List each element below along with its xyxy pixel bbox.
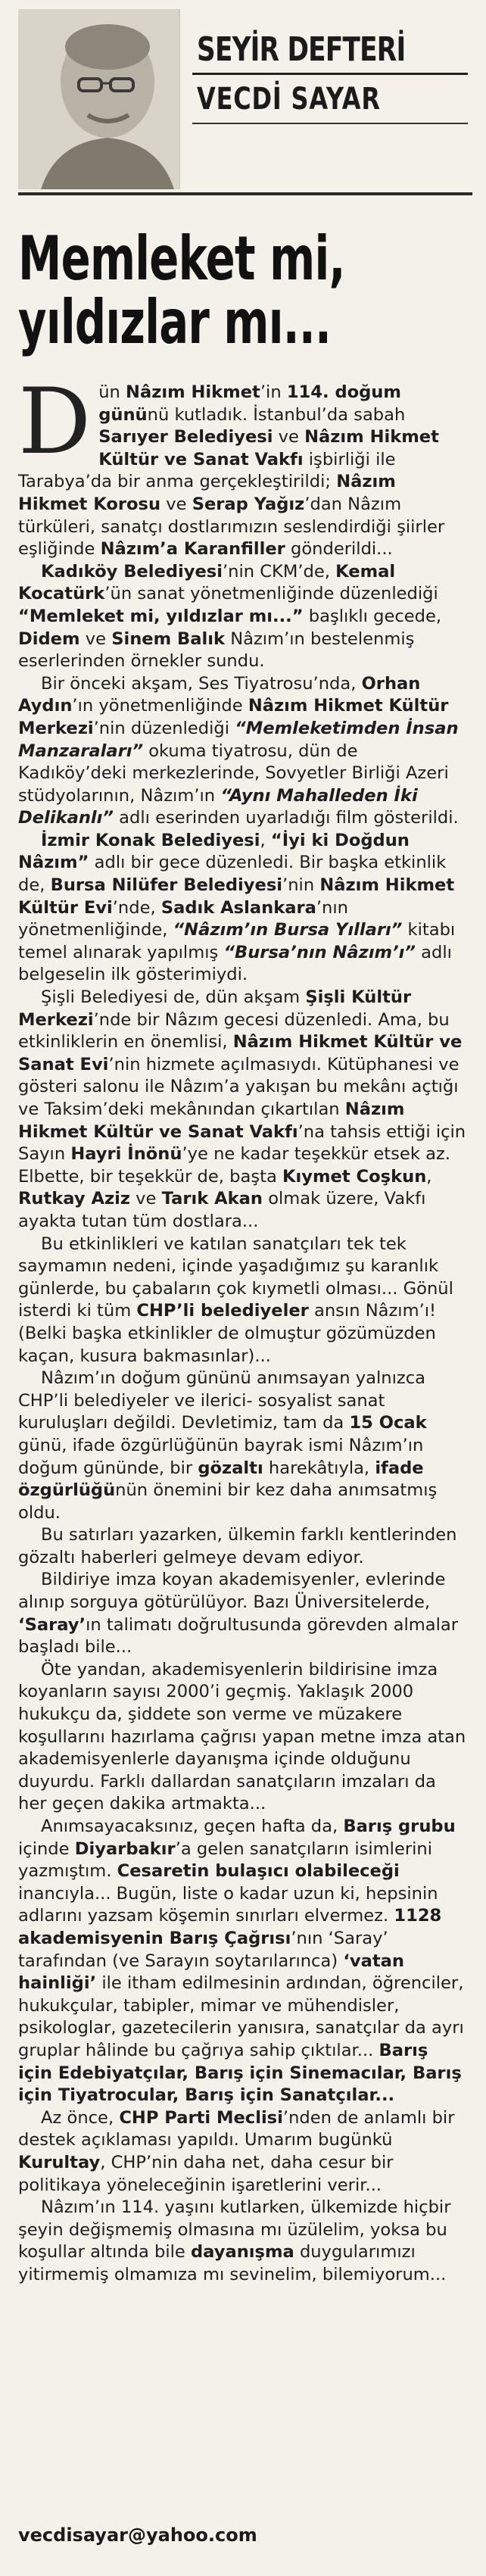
article-paragraph <box>18 1524 468 1569</box>
text-run: gönderildi... <box>285 539 393 560</box>
text-run: Bu satırları yazarken, ülkemin farklı kentlerinden gözaltı haberleri gelmeye devam ediyor. <box>18 1525 457 1567</box>
article-paragraph <box>18 1233 468 1368</box>
text-run: Nâzım’ın 114. yaşını kutlarken, ülkemizde hiçbir şeyin değişmemiş olmasına mı üzülelim, yoksa bu koşullar altında bile <box>18 2197 451 2263</box>
text-run: ve <box>273 427 305 448</box>
text-run: Kemal Kocatürk <box>18 561 396 604</box>
text-run: Nâzım Hikmet Korosu <box>18 472 396 514</box>
text-run: , <box>426 1166 432 1187</box>
text-run: Nâzım Hikmet Kültür ve Sanat Vakfı <box>18 1099 405 1142</box>
article-body <box>18 370 468 2286</box>
column-header <box>18 9 472 189</box>
text-run: Öte yandan, akademisyenlerin bildirisine imza koyanların sayısı 2000’i geçmiş. Yaklaşık 2000 hukukçu da, şiddete son verme ve müzakere koşullarını hazırlama çağrısı yapan metne imza atan akademisyenlerle dayanışma içinde olduğunu duyurdu. Farklı dallardan sanatçıların imzaları da her geçen dakika artmakta... <box>18 1659 466 1814</box>
text-run: adlı bir gece düzenledi. Bir başka etkinlik de, <box>18 853 447 896</box>
text-run: olmak üzere, Vakfı ayakta tutan tüm dostlara... <box>18 1189 426 1231</box>
text-run: Nâzım Hikmet Kültür ve Sanat Evi <box>18 1032 463 1074</box>
dropcap: D <box>18 370 92 475</box>
text-run: 114. doğum günü <box>98 382 401 425</box>
text-run: Barış grubu <box>343 1817 456 1836</box>
text-run: ’in <box>260 382 287 402</box>
text-run: ’nde bir Nâzım gecesi düzenledi. Ama, bu etkinliklerin en önemlisi, <box>18 1009 450 1053</box>
text-run: ’nın ‘Saray’ tarafından (ve Sarayın soytarılarınca) <box>18 1928 388 1971</box>
text-run: ın talimatı doğrultusunda görevden almalar başladı bile... <box>18 1614 459 1658</box>
text-run: Orhan Aydın <box>18 673 421 716</box>
text-run: Şişli Belediyesi de, dün akşam <box>41 987 306 1008</box>
text-run: Hayri İnönü <box>70 1144 182 1165</box>
text-run: Cesaretin bulaşıcı olabileceği <box>117 1861 400 1882</box>
author-email: vecdisayar@yahoo.com <box>18 2525 257 2546</box>
article-title <box>18 223 465 357</box>
text-run: ’ün sanat yönetmenliğinde düzenlediği <box>104 584 438 604</box>
text-run: Diyarbakır <box>74 1838 176 1859</box>
text-run: günü, ifade özgürlüğünün bayrak ismi Nâzım’ın doğum gününde, bir <box>18 1435 424 1478</box>
text-run: başlıklı gecede, <box>303 606 442 626</box>
header-divider <box>192 73 468 75</box>
text-run: ’nin <box>282 875 320 896</box>
text-run: 1128 akademisyenin Barış Çağrısı <box>18 1906 442 1948</box>
text-run: Sadık Aslankara <box>160 897 316 918</box>
text-run: Sarıyer Belediyesi <box>98 427 273 448</box>
text-run: ’na tahsis ettiği için Sayın <box>18 1121 466 1165</box>
text-run: “Bursa’nın Nâzım’ı” <box>223 942 416 962</box>
text-run: Sinem Balık <box>111 628 226 649</box>
article-paragraph <box>18 1816 468 2107</box>
text-run: Şişli Kültür Merkezi <box>18 987 412 1030</box>
header-divider-lower <box>192 123 468 124</box>
text-run: Kurultay <box>18 2152 101 2172</box>
text-run: Tarık Akan <box>161 1189 263 1209</box>
text-run: adlı eserinden uyarladığı film gösterildi. <box>113 808 459 828</box>
text-run: ’nin düzenlediği <box>93 718 235 738</box>
text-run: ‘Saray’ <box>18 1614 86 1635</box>
text-run: , CHP’nin daha net, daha cesur bir politikaya yöneleceğinin işaretlerini verir... <box>18 2152 394 2195</box>
text-run: ’a gelen sanatçıların isimlerini yazmıştım. <box>18 1838 433 1882</box>
text-run: Nâzım Hikmet <box>126 382 260 402</box>
header-bottom-rule <box>18 192 472 195</box>
text-run: CHP Parti Meclisi <box>119 2107 283 2128</box>
text-run: ’nin hizmete açılmasıydı. Kütüphanesi ve gösteri salonu ile Nâzım’a yakışan bu mekânı açtığı ve Taksim’deki mekânından çıkartılan <box>18 1054 460 1119</box>
text-run: ile itham edilmesinin ardından, öğrenciler, hukukçular, tabipler, mimar ve mühendisler, psikologlar, gazetecilerin yanısıra, sanatçılar da ayrı gruplar hâlinde bu çağrıya sahip çıktılar... <box>18 1973 464 2060</box>
article-paragraph <box>18 1368 468 1524</box>
text-run: ’ye ne kadar teşekkür etsek az. Elbette, bir teşekkür de, başta <box>18 1144 450 1187</box>
text-run: Bir önceki akşam, Ses Tiyatrosu’nda, <box>41 673 362 694</box>
article-paragraph <box>18 830 468 987</box>
text-run: ‘vatan hainliği’ <box>18 1951 405 1994</box>
text-run: Bildiriye imza koyan akademisyenler, evlerinde alınıp sorguya götürülüyor. Bazı Üniversitelerde, <box>18 1570 446 1613</box>
text-run: , <box>260 830 271 850</box>
text-run: ve <box>130 1189 162 1209</box>
author-photo <box>18 9 180 189</box>
text-run: inancıyla... Bugün, liste o kadar uzun ki, hepsinin adlarını yazsam köşemin sınırları elvermez. <box>18 1883 438 1926</box>
column-name: SEYİR DEFTERİ <box>197 30 406 69</box>
text-run: nü kutladık. İstanbul’da sabah <box>147 404 406 425</box>
text-run: Nâzım Hikmet Kültür ve Sanat Vakfı <box>98 427 439 469</box>
text-run: İzmir Konak Belediyesi <box>41 830 260 850</box>
title-line-1: Memleket mi, <box>18 223 345 294</box>
text-run: harekâtıyla, <box>263 1458 375 1478</box>
text-run: Kıymet Coşkun <box>282 1166 427 1187</box>
text-run: ’nde, <box>112 897 161 918</box>
text-run: Nâzım’a Karanfiller <box>100 539 285 560</box>
article-paragraph <box>18 2197 468 2286</box>
text-run: Nâzım’ın bestelenmiş eserlerinden örnekler sundu. <box>18 628 415 672</box>
text-run: Didem <box>18 628 80 649</box>
text-run: Rutkay Aziz <box>18 1189 130 1209</box>
author-name: VECDİ SAYAR <box>197 82 381 117</box>
text-run: ve <box>160 494 192 514</box>
text-run: Anımsayacaksınız, geçen hafta da, <box>41 1817 344 1836</box>
text-run: duygularımızı yitirmemiş olmamıza mı sevinelim, bilemiyorum... <box>18 2242 447 2284</box>
text-run: içinde <box>18 1838 75 1859</box>
text-run: işbirliği ile Tarabya’da bir anma gerçekleştirildi; <box>18 449 396 492</box>
text-run: “Memleketimden İnsan Manzaraları” <box>18 718 459 761</box>
text-run: ’nin CKM’de, <box>222 561 336 582</box>
text-run: ’nden de anlamlı bir destek açıklaması yapıldı. Umarım bugünkü <box>18 2107 455 2150</box>
article-paragraph <box>18 673 468 830</box>
author-portrait-icon <box>18 9 179 189</box>
text-run: “İyi ki Doğdun Nâzım” <box>18 830 410 873</box>
text-run: Serap Yağız <box>192 494 305 514</box>
article-paragraph <box>18 370 468 561</box>
title-line-2: yıldızlar mı... <box>18 287 332 357</box>
text-run: ’ın yönetmenliğinde <box>72 696 248 716</box>
text-run: ansın Nâzım’ı! (Belki başka etkinlikler de olmuştur gözümüzden kaçan, kusura bakmasınlar)... <box>18 1301 437 1366</box>
text-run: ifade özgürlüğü <box>18 1458 424 1501</box>
text-run: kitabı temel alınarak yapılmış <box>18 920 456 962</box>
text-run: Nâzım Hikmet Kültür Evi <box>18 875 455 918</box>
article-paragraph <box>18 1659 468 1816</box>
text-run: ün <box>98 382 126 402</box>
text-run: Kadıköy Belediyesi <box>41 561 223 582</box>
text-run: 15 Ocak <box>349 1413 427 1433</box>
text-run: “Memleket mi, yıldızlar mı...” <box>18 606 304 626</box>
text-run: CHP’li belediyeler <box>136 1301 309 1321</box>
text-run: “Aynı Mahalleden İki Delikanlı” <box>18 785 418 828</box>
text-run: ’dan Nâzım türküleri, sanatçı dostlarımızın seslendirdiği şiirler eşliğinde <box>18 494 445 560</box>
article-paragraph <box>18 1569 468 1658</box>
text-run: nün önemini bir kez daha anımsatmış oldu. <box>18 1480 438 1523</box>
text-run: Bursa Nilüfer Belediyesi <box>50 875 283 896</box>
article-paragraph <box>18 987 468 1233</box>
text-run: Nâzım Hikmet Kültür Merkezi <box>18 696 449 738</box>
text-run: ve <box>79 628 112 649</box>
text-run: Nâzım’ın doğum gününü anımsayan yalnızca CHP’li belediyeler ve ilerici- sosyalist sanat kuruluşları değildi. Devletimiz, tam da <box>18 1368 425 1433</box>
text-run: adlı belgeselin ilk gösterimiydi. <box>18 942 452 985</box>
text-run: okuma tiyatrosu, dün de Kadıköy’deki merkezlerinde, Sovyetler Birliği Azeri stüdyolarının, Nâzım’ın <box>18 741 449 806</box>
text-run: Az önce, <box>41 2107 120 2128</box>
text-run: gözaltı <box>198 1458 263 1478</box>
article-paragraph <box>18 561 468 673</box>
text-run: Bu etkinlikleri ve katılan sanatçıları tek tek saymamın nedeni, içinde yaşadığımız şu karanlık günlerde, bu çabaların çok kıymetli olması... Gönül isterdi ki tüm <box>18 1233 453 1321</box>
text-run: ’nın yönetmenliğinde, <box>18 897 348 940</box>
text-run: dayanışma <box>191 2242 294 2263</box>
article-paragraph <box>18 2107 468 2197</box>
text-run: Barış için Edebiyatçılar, Barış için Sinemacılar, Barış için Tiyatrocular, Barış için Sanatçılar... <box>18 2040 462 2106</box>
text-run: “Nâzım’ın Bursa Yılları” <box>173 920 403 940</box>
